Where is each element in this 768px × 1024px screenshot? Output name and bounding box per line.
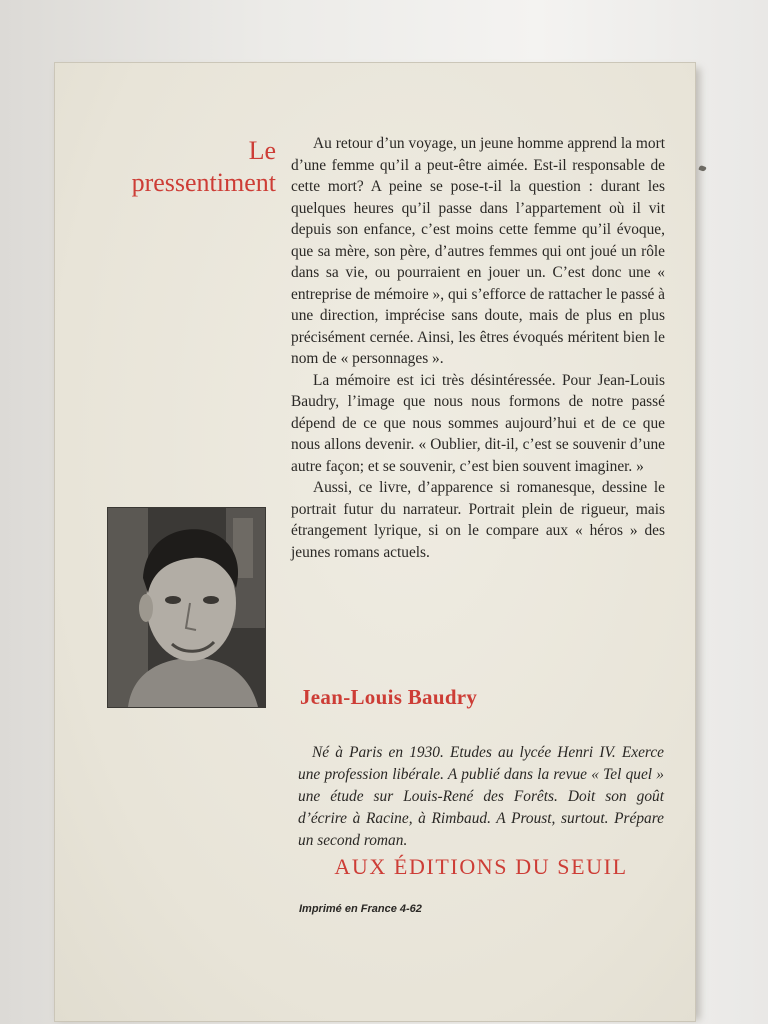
synopsis-paragraph: Au retour d’un voyage, un jeune homme apprend la mort d’une femme qu’il a peut-être aimée. Est-il responsable de cette mort? A peine se pose-t-il la question : durant les quelques heures qu’il passe dans l’appartement où il vit depuis son enfance, c’est moins cette femme qu’il évoque, que sa mère, son père, d’autres femmes qui ont joué un rôle dans sa vie, ou pourraient en jouer un. C’est donc une « entreprise de mémoire », qui s’efforce de rattacher le passé à une direction, imprécise sans doute, mais de plus en plus précisément cernée. Ainsi, les êtres évoqués méritent bien le nom de « personnages ».: [291, 135, 665, 367]
synopsis-paragraph: La mémoire est ici très désintéressée. Pour Jean-Louis Baudry, l’image que nous nous formons de notre passé dépend de ce que nous sommes aujourd’hui et de ce que nous allons devenir. « Oublier, dit-il, c’est se souvenir d’une autre façon; et se souvenir, c’est bien souvent imaginer. »: [291, 371, 665, 475]
synopsis-paragraph: Aussi, ce livre, d’apparence si romanesque, dessine le portrait futur du narrateur. Portrait plein de rigueur, mais étrangement lyrique, si on le compare aux « héros » des jeunes romans actuels.: [291, 479, 665, 561]
author-bio: Né à Paris en 1930. Etudes au lycée Henri IV. Exerce une profession libérale. A publié dans la revue « Tel quel » une étude sur Louis-René des Forêts. Doit son goût d’écrire à Racine, à Rimbaud. A Proust, surtout. Prépare un second roman.: [298, 744, 664, 849]
synopsis-text: [291, 133, 665, 563]
publisher-name: AUX ÉDITIONS DU SEUIL: [334, 854, 628, 879]
author-name: Jean-Louis Baudry: [300, 685, 478, 709]
title-line-2: pressentiment: [131, 168, 276, 197]
book-title: [76, 135, 276, 199]
title-line-1: Le: [248, 136, 276, 165]
author-photo: [107, 507, 266, 708]
author-portrait-drawing: [108, 508, 265, 707]
imprint-note: Imprimé en France 4-62: [299, 903, 422, 915]
